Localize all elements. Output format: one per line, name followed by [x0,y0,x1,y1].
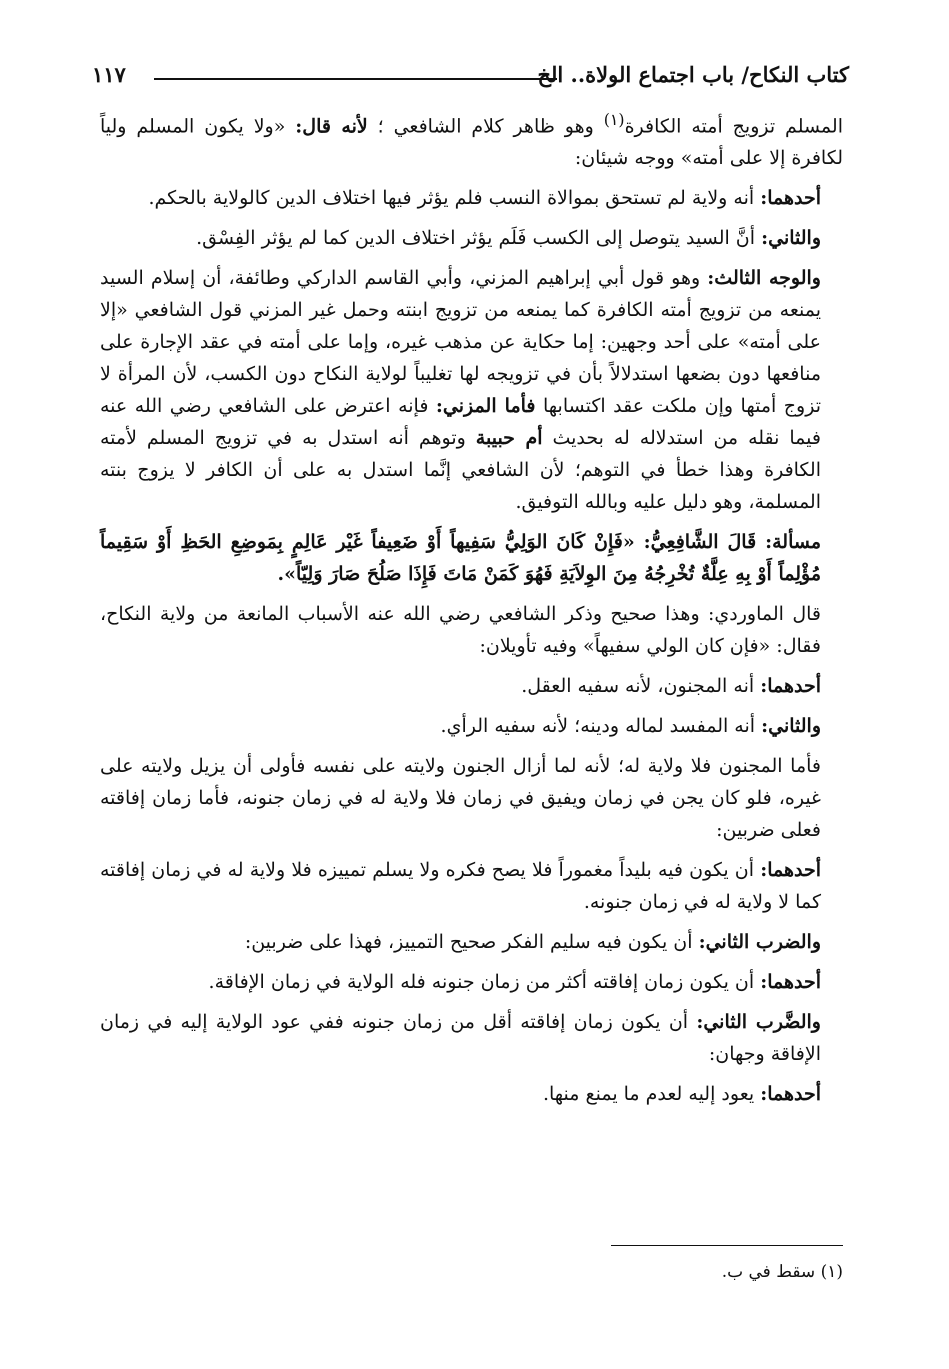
paragraph-label: أم حبيبة [475,427,543,450]
paragraph-label: والوجه الثالث: [707,267,821,290]
footnote-separator [611,1245,843,1246]
header-rule [154,78,557,80]
paragraph-13: والضَّرب الثاني: أن يكون زمان إفاقته أقل من زمان جنونه ففي عود الولاية إليه في زمان الإفاقة وجهان: [100,1011,821,1066]
paragraph-label: فأما المزني: [435,395,536,418]
paragraph-label: أحدهما: [760,859,821,882]
page-body [100,104,843,1118]
paragraph-4: والوجه الثالث: وهو قول أبي إبراهيم المزني، وأبي القاسم الداركي وطائفة، أن إسلام السيد يمنعه من تزويج أمته الكافرة كما يمنعه من تزويج ابنته وحمل غير المزني قول الشافعي «إلا على أمته» على أحد وجهين: إما حكاية عن مذهب غيره، وإما على أمته في عقد الإجارة على منافعها دون بضعها استدلالاً بأن في تزويجه لها تغليباً لولاية النكاح دون الكسب، لأن المرأة لا تزوج أمتها وإن ملكت عقد اكتسابها فأما المزني: فإنه اعترض على الشافعي رضي الله عنه فيما نقله من استدلاله له بحديث أم حبيبة وتوهم أنه استدل به في تزويج المسلم لأمته الكافرة وهذا خطأ في التوهم؛ لأن الشافعي إنَّما استدل به على أن الكافر لا يزوج بنته المسلمة، وهو دليل عليه وبالله التوفيق. [100,267,822,514]
paragraph-label: والثاني: [761,227,821,250]
page-header [92,62,849,96]
paragraph-6: قال الماوردي: وهذا صحيح وذكر الشافعي رضي الله عنه الأسباب المانعة من ولاية النكاح، فقال: «فإن كان الولي سفيهاً» وفيه تأويلان: [100,603,821,658]
footnote: (١) سقط في ب. [721,1262,843,1282]
paragraph-label: والثاني: [761,715,821,738]
paragraph-label: أحدهما: [760,1083,821,1106]
paragraph-9: فأما المجنون فلا ولاية له؛ لأنه لما أزال الجنون ولايته على نفسه فأولى أن يزيل ولايته على غيره، فلو كان يجن في زمان ويفيق في زمان فلا ولاية له في زمان جنونه، فأما زمان إفاقته فعلى ضربين: [100,755,821,842]
paragraph-12: أحدهما: أن يكون زمان إفاقته أكثر من زمان جنونه فله الولاية في زمان الإفاقة. [208,971,821,994]
paragraph-3: والثاني: أنَّ السيد يتوصل إلى الكسب فَلَم يؤثر اختلاف الدين كما لم يؤثر الفِسْق. [196,227,821,250]
running-title: كتاب النكاح/ باب اجتماع الولاة.. الخ [537,62,849,87]
paragraph-label: والضرب الثاني: [698,931,821,954]
paragraph-label: أحدهما: [760,187,821,210]
page-number: ١١٧ [92,62,126,87]
paragraph-10: أحدهما: أن يكون فيه بليداً مغموراً فلا يصح فكره ولا يسلم تمييزه فلا ولاية له في زمان إفاقته كما لا ولاية له في زمان جنونه. [100,859,821,914]
paragraph-label: أحدهما: [760,675,821,698]
paragraph-8: والثاني: أنه المفسد لماله ودينه؛ لأنه سفيه الرأي. [440,715,821,738]
paragraph-1: المسلم تزويج أمته الكافرة$^{(١)}$ وهو ظاهر كلام الشافعي ؛ لأنه قال: «ولا يكون المسلم ولياً لكافرة إلا على أمته» ووجه شيئان: [100,110,843,170]
paragraph-5 [100,526,843,590]
masala-heading: مسألة: قَالَ الشَّافِعِيُّ: [643,531,822,554]
paragraph-label: والضَّرب الثاني: [696,1011,821,1034]
paragraph-7: أحدهما: أنه المجنون، لأنه سفيه العقل. [521,675,821,698]
paragraph-14: أحدهما: يعود إليه لعدم ما يمنع منها. [542,1083,821,1106]
paragraph-label: لأنه قال: [295,115,368,138]
paragraph-label: أحدهما: [760,971,821,994]
footnote-marker: (١) [603,110,625,129]
paragraph-11: والضرب الثاني: أن يكون فيه سليم الفكر صحيح التمييز، فهذا على ضربين: [244,931,821,954]
shafii-quote: «فَإِنْ كَانَ الوَلِيُّ سَفِيهاً أَوْ ضَعِيفاً غَيْر عَالِمٍ بِمَوضِعِ الحَظِ أَوْ سَقِيماً مُؤْلِماً أَوْ بِهِ عِلَّةٌ تُخْرِجُهُ مِنَ الوِلاَيَةِ فَهُوَ كَمَنْ مَاتَ فَإِذَا صَلُحَ صَارَ وَلِيّاً». [100,531,821,586]
paragraph-2: أحدهما: أنه ولاية لم تستحق بموالاة النسب فلم يؤثر فيها اختلاف الدين كالولاية بالحكم. [148,187,821,210]
